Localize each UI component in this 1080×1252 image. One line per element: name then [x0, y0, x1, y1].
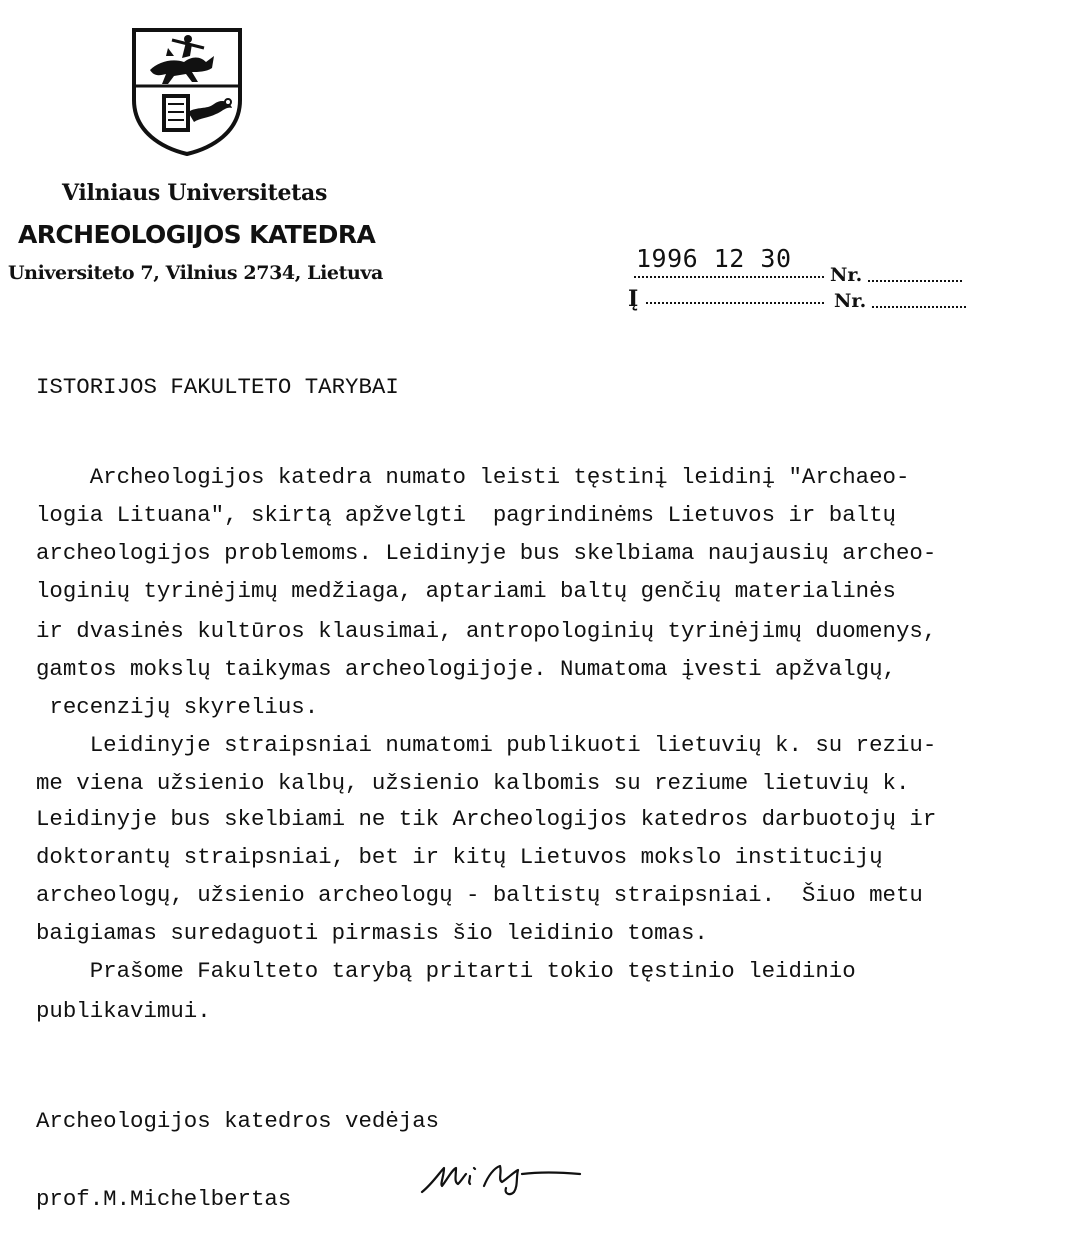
body-line: ir dvasinės kultūros klausimai, antropologinių tyrinėjimų duomenys, — [36, 618, 937, 644]
university-name: Vilniaus Universitetas — [62, 180, 328, 206]
body-line: Archeologijos katedra numato leisti tęstinį leidinį "Archaeo- — [36, 464, 910, 490]
body-line: recenzijų skyrelius. — [36, 694, 319, 720]
number-label: Nr. — [830, 264, 863, 286]
university-crest-logo — [128, 26, 246, 158]
body-line: publikavimui. — [36, 998, 211, 1024]
signatory-title: Archeologijos katedros vedėjas — [36, 1108, 440, 1134]
number-dotted-line — [868, 280, 962, 282]
reply-to-prefix: Į — [628, 286, 639, 312]
signatory-name: prof.M.Michelbertas — [36, 1186, 292, 1212]
body-line: Leidinyje straipsniai numatomi publikuoti lietuvių k. su reziu- — [36, 732, 937, 758]
letter-date: 1996 12 30 — [636, 244, 792, 273]
reply-dotted-line — [646, 302, 824, 304]
body-line: Leidinyje bus skelbiami ne tik Archeologijos katedros darbuotojų ir — [36, 806, 937, 832]
reply-number-dotted-line — [872, 306, 966, 308]
reply-number-label: Nr. — [834, 290, 867, 312]
body-line: me viena užsienio kalbų, užsienio kalbomis su reziume lietuvių k. — [36, 770, 910, 796]
department-name: ARCHEOLOGIJOS KATEDRA — [18, 220, 376, 249]
handwritten-signature — [418, 1158, 588, 1200]
recipient-line: ISTORIJOS FAKULTETO TARYBAI — [36, 374, 399, 400]
body-line: Prašome Fakulteto tarybą pritarti tokio tęstinio leidinio — [36, 958, 856, 984]
body-line: gamtos mokslų taikymas archeologijoje. Numatoma įvesti apžvalgų, — [36, 656, 896, 682]
date-dotted-line — [634, 276, 824, 278]
body-line: logia Lituana", skirtą apžvelgti pagrindinėms Lietuvos ir baltų — [36, 502, 896, 528]
body-line: baigiamas suredaguoti pirmasis šio leidinio tomas. — [36, 920, 708, 946]
body-line: doktorantų straipsniai, bet ir kitų Lietuvos mokslo institucijų — [36, 844, 883, 870]
body-line: archeologų, užsienio archeologų - baltistų straipsniai. Šiuo metu — [36, 882, 923, 908]
department-address: Universiteto 7, Vilnius 2734, Lietuva — [8, 262, 383, 284]
body-line: loginių tyrinėjimų medžiaga, aptariami baltų genčių materialinės — [36, 578, 896, 604]
body-line: archeologijos problemoms. Leidinyje bus skelbiama naujausių archeo- — [36, 540, 937, 566]
